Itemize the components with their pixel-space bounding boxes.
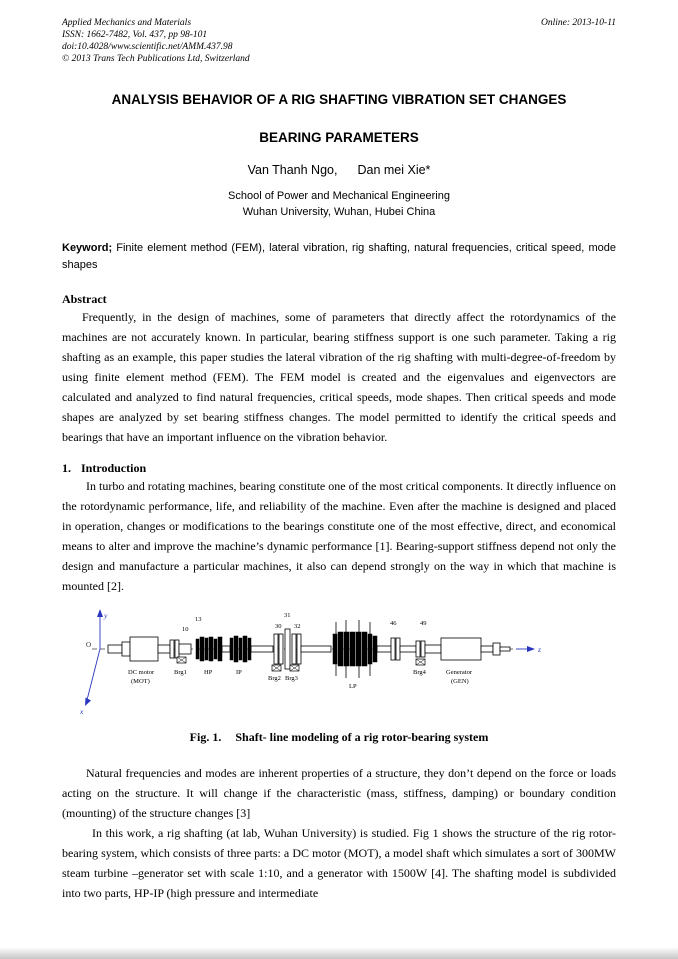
- hp-disc-pack: [196, 637, 222, 661]
- label-brg3: Brg3: [285, 675, 298, 682]
- title-line-1: ANALYSIS BEHAVIOR OF A RIG SHAFTING VIBRATION SET CHANGES: [111, 92, 567, 107]
- label-brg4: Brg4: [413, 669, 426, 676]
- introduction-heading-text: Introduction: [81, 461, 147, 475]
- x-axis-label: x: [80, 707, 84, 716]
- node-number-10: 10: [182, 626, 189, 633]
- y-axis-label: y: [104, 611, 108, 620]
- node-number-46: 46: [390, 620, 397, 627]
- page-bottom-shadow: [0, 947, 678, 959]
- paragraph-natural-frequencies: Natural frequencies and modes are inherent properties of a structure, they don’t depend on the force or loads acting on the structure. It will change if the characteristic (mass, stiffness, damping) or boundary condition (mounting) of the structure changes [3]: [62, 766, 616, 820]
- authors-line: [62, 163, 616, 177]
- affiliation: [62, 188, 616, 220]
- label-hp: HP: [204, 669, 213, 676]
- keywords-label: Keyword;: [62, 242, 113, 254]
- shaft-line-diagram: [78, 604, 548, 722]
- label-brg2: Brg2: [268, 675, 281, 682]
- node-number-31: 31: [284, 612, 291, 619]
- journal-copyright: © 2013 Trans Tech Publications Ltd, Switzerland: [62, 54, 250, 64]
- label-generator-abbr: (GEN): [451, 678, 469, 685]
- paragraph-rig-shafting: In this work, a rig shafting (at lab, Wuhan University) is studied. Fig 1 shows the structure of the rig rotor-bearing system, which consists of three parts: a DC motor (MOT), a model shaft which simulates a sort of 300MW steam turbine –generator set with scale 1:10, and a generator with 1500W [4]. The shafting model is subdivided into two parts, HP-IP (high pressure and intermediate: [62, 826, 616, 900]
- paper-title: [62, 91, 616, 147]
- introduction-heading-number: 1.: [62, 461, 71, 475]
- affiliation-line-2: Wuhan University, Wuhan, Hubei China: [242, 206, 436, 218]
- label-dc-motor-abbr: (MOT): [131, 678, 150, 685]
- node-number-32: 32: [294, 623, 301, 630]
- label-generator: Generator: [446, 669, 472, 676]
- introduction-text: In turbo and rotating machines, bearing constitute one of the most critical components. It directly influence on the rotordynamic performance, life, and reliability of the machine. Even after the machine is designed and placed in operation, changes or modifications to the bearings constitute one of the most effective, direct, and economical means to alter and improve the machine’s dynamic performance [1]. Bearing-support stiffness depend not only the design and manufacture a particular machines, it also can depend strongly on the way in which that machine is mounted [2].: [62, 479, 616, 593]
- abstract-text: Frequently, in the design of machines, some of parameters that directly affect the rotordynamics of the machines are not accurately known. In particular, bearing stiffness support is one such parameter. Taking a rig shafting as an example, this paper studies the lateral vibration of the rig shafting with multi-degree-of-freedom by using finite element method (FEM). The FEM model is created and the eigenvalues and eigenvectors are calculated and analyzed to find natural frequencies, critical speeds, mode shapes. Then critical speeds and mode shapes are analyzed by set bearing stiffness changes. The model permitted to identify the critical speeds and bearings that have an important influence on the vibration behavior.: [62, 310, 616, 444]
- figure-caption-label: Fig. 1.: [189, 730, 222, 744]
- figure-1: [78, 604, 616, 722]
- node-number-13: 13: [195, 616, 202, 623]
- label-lp: LP: [349, 683, 357, 690]
- journal-title: Applied Mechanics and Materials: [62, 18, 192, 28]
- author-2: Dan mei Xie*: [357, 163, 431, 177]
- journal-issn: ISSN: 1662-7482, Vol. 437, pp 98-101: [62, 30, 208, 40]
- ip-disc-pack: [230, 636, 251, 662]
- title-line-2: BEARING PARAMETERS: [259, 130, 419, 145]
- figure-caption-text: Shaft- line modeling of a rig rotor-bearing system: [235, 730, 489, 744]
- figure-caption: [62, 730, 616, 745]
- node-number-49: 49: [420, 620, 427, 627]
- keywords-text: Finite element method (FEM), lateral vibration, rig shafting, natural frequencies, critical speed, mode shapes: [62, 242, 616, 271]
- origin-label: O: [86, 641, 92, 649]
- label-brg1: Brg1: [174, 669, 187, 676]
- author-1: Van Thanh Ngo,: [247, 163, 338, 177]
- affiliation-line-1: School of Power and Mechanical Engineering: [228, 190, 450, 202]
- shaft-outline: [108, 629, 510, 669]
- introduction-heading: [62, 461, 616, 476]
- page-header: [62, 17, 616, 65]
- abstract-heading: Abstract: [62, 292, 107, 306]
- online-date: Online: 2013-10-11: [540, 18, 616, 28]
- keywords-line: [62, 240, 616, 274]
- journal-info: [62, 17, 250, 65]
- journal-doi: doi:10.4028/www.scientific.net/AMM.437.98: [62, 42, 233, 52]
- z-axis-label: z: [538, 645, 541, 654]
- label-dc-motor: DC motor: [128, 669, 155, 676]
- node-number-30: 30: [275, 623, 282, 630]
- label-ip: IP: [236, 669, 242, 676]
